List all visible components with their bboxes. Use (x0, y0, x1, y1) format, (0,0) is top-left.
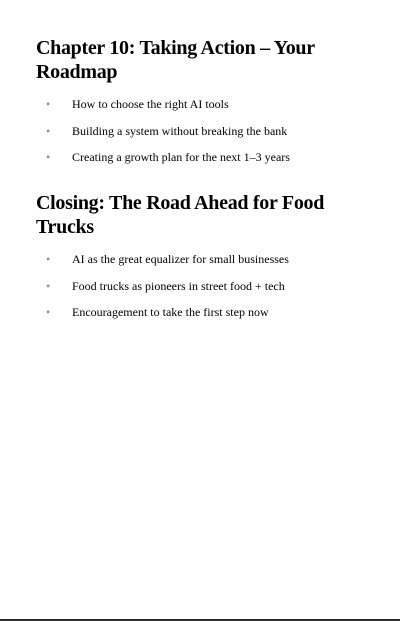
bullet-icon: • (46, 150, 51, 164)
chapter-10-heading: Chapter 10: Taking Action – Your Roadmap (36, 37, 315, 83)
list-item-text: Building a system without breaking the bank (72, 123, 288, 138)
chapter-10-section (36, 36, 336, 177)
list-item (36, 305, 336, 332)
closing-heading: Closing: The Road Ahead for Food Trucks (36, 192, 325, 238)
list-item (36, 97, 336, 124)
chapter-10-list (36, 97, 336, 177)
list-item-text: How to choose the right AI tools (72, 97, 229, 111)
list-item (36, 252, 336, 279)
list-item (36, 150, 336, 177)
list-item-text: Food trucks as pioneers in street food + tech (72, 278, 285, 293)
closing-section (36, 191, 336, 332)
closing-list (36, 252, 336, 332)
list-item-text: Encouragement to take the first step now (72, 305, 269, 319)
list-item-text: Creating a growth plan for the next 1–3 years (72, 150, 290, 164)
bullet-icon: • (46, 305, 51, 319)
list-item (36, 279, 336, 306)
bullet-icon: • (46, 252, 51, 266)
list-item-text: AI as the great equalizer for small businesses (72, 252, 289, 266)
bullet-icon: • (46, 97, 51, 111)
list-item (36, 124, 336, 151)
bullet-icon: • (46, 278, 51, 293)
bullet-icon: • (46, 123, 51, 138)
